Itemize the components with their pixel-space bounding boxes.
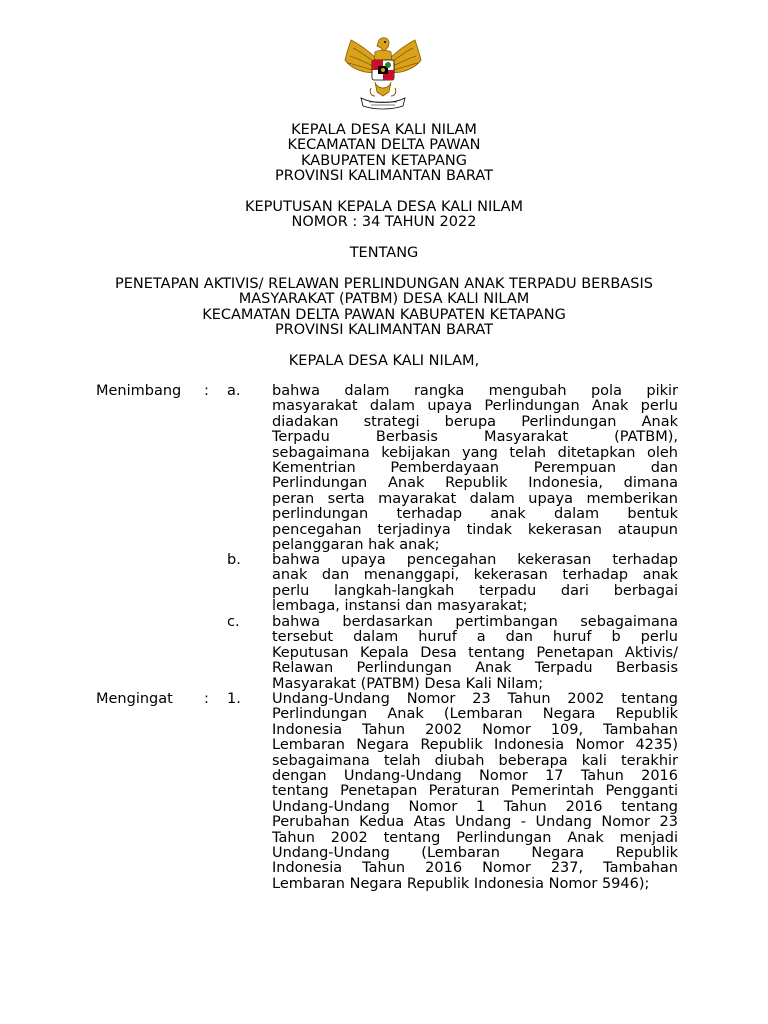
paragraph-line: anak dan menanggapi, kekerasan terhadap anak — [272, 567, 678, 584]
paragraph-line: Undang-Undang Nomor 1 Tahun 2016 tentang — [272, 798, 678, 815]
paragraph-line: pelanggaran hak anak; — [272, 536, 440, 553]
item-marker: c. — [227, 614, 240, 630]
authority-line: KEPALA DESA KALI NILAM, — [288, 353, 480, 369]
item-marker: 1. — [227, 691, 241, 707]
paragraph-line: Lembaran Negara Republik Indonesia Nomor 4235) — [272, 737, 678, 754]
consideration-paragraph — [272, 615, 678, 692]
paragraph-line: diadakan strategi berupa Perlindungan Anak — [272, 413, 678, 430]
paragraph-line: pencegahan terjadinya tindak kekerasan ataupun — [272, 521, 678, 538]
legal-basis-paragraph — [272, 692, 678, 892]
paragraph-line: tentang Penetapan Peraturan Pemerintah Pengganti — [272, 783, 678, 800]
paragraph-line: Indonesia Tahun 2002 Nomor 109, Tambahan — [272, 721, 678, 738]
paragraph-line: sebagaimana telah diubah beberapa kali terakhir — [272, 752, 678, 769]
issuer-line: KEPALA DESA KALI NILAM — [291, 122, 477, 138]
consideration-paragraph — [272, 553, 678, 615]
paragraph-line: dengan Undang-Undang Nomor 17 Tahun 2016 — [272, 767, 678, 784]
paragraph-line: Masyarakat (PATBM) Desa Kali Nilam; — [272, 675, 544, 692]
paragraph-line: masyarakat dalam upaya Perlindungan Anak perlu — [272, 398, 678, 415]
paragraph-line: perlindungan terhadap anak dalam bentuk — [272, 506, 678, 523]
paragraph-line: Kementrian Pemberdayaan Perempuan dan — [272, 459, 678, 476]
subject-line: MASYARAKAT (PATBM) DESA KALI NILAM — [238, 291, 530, 308]
paragraph-line: peran serta mayarakat dalam upaya memberikan — [272, 490, 678, 507]
paragraph-line: Perlindungan Anak (Lembaran Negara Republik — [272, 706, 678, 723]
paragraph-line: Perlindungan Anak Republik Indonesia, dimana — [272, 475, 678, 492]
item-marker: a. — [227, 383, 241, 399]
paragraph-line: lembaga, instansi dan masyarakat; — [272, 598, 528, 615]
paragraph-line: Lembaran Negara Republik Indonesia Nomor 5946); — [272, 875, 650, 892]
decree-title: KEPUTUSAN KEPALA DESA KALI NILAM — [244, 199, 524, 215]
paragraph-line: Undang-Undang (Lembaran Negara Republik — [272, 844, 678, 861]
authority-heading — [0, 354, 768, 369]
garuda-emblem-icon — [341, 34, 425, 112]
about-heading — [0, 246, 768, 261]
section-colon: : — [204, 383, 209, 399]
paragraph-line: bahwa upaya pencegahan kekerasan terhadap — [272, 552, 678, 568]
paragraph-line: bahwa dalam rangka mengubah pola pikir — [272, 383, 678, 399]
paragraph-line: Undang-Undang Nomor 23 Tahun 2002 tentang — [272, 691, 678, 707]
issuer-line: KABUPATEN KETAPANG — [301, 152, 467, 169]
decree-number: NOMOR : 34 TAHUN 2022 — [291, 214, 477, 231]
paragraph-line: Indonesia Tahun 2016 Nomor 237, Tambahan — [272, 860, 678, 877]
item-marker: b. — [227, 552, 241, 568]
subject-line: PENETAPAN AKTIVIS/ RELAWAN PERLINDUNGAN ANAK TERPADU BERBASIS — [115, 276, 653, 292]
issuer-line: PROVINSI KALIMANTAN BARAT — [274, 168, 494, 185]
subject-line: PROVINSI KALIMANTAN BARAT — [274, 322, 494, 339]
subject-line: KECAMATAN DELTA PAWAN KABUPATEN KETAPANG — [202, 306, 566, 323]
paragraph-line: Terpadu Berbasis Masyarakat (PATBM), — [272, 429, 678, 446]
paragraph-line: tersebut dalam huruf a dan huruf b perlu — [272, 629, 678, 646]
section-label: Menimbang — [96, 383, 182, 399]
section-label: Mengingat — [96, 691, 173, 707]
issuer-line: KECAMATAN DELTA PAWAN — [287, 137, 481, 154]
tentang-label: TENTANG — [349, 245, 419, 261]
section-colon: : — [204, 691, 209, 707]
paragraph-line: perlu langkah-langkah terpadu dari berbagai — [272, 582, 678, 599]
paragraph-line: sebagaimana kebijakan yang telah ditetapkan oleh — [272, 444, 678, 461]
paragraph-line: Perubahan Kedua Atas Undang - Undang Nomor 23 — [272, 814, 678, 831]
decree-heading — [0, 200, 768, 231]
paragraph-line: Tahun 2002 tentang Perlindungan Anak menjadi — [272, 829, 678, 846]
paragraph-line: Relawan Perlindungan Anak Terpadu Berbasis — [272, 660, 678, 677]
paragraph-line: Keputusan Kepala Desa tentang Penetapan Aktivis/ — [272, 644, 678, 661]
issuer-header — [0, 123, 768, 185]
paragraph-line: bahwa berdasarkan pertimbangan sebagaimana — [272, 614, 678, 630]
consideration-paragraph — [272, 384, 678, 553]
decree-subject — [0, 277, 768, 339]
